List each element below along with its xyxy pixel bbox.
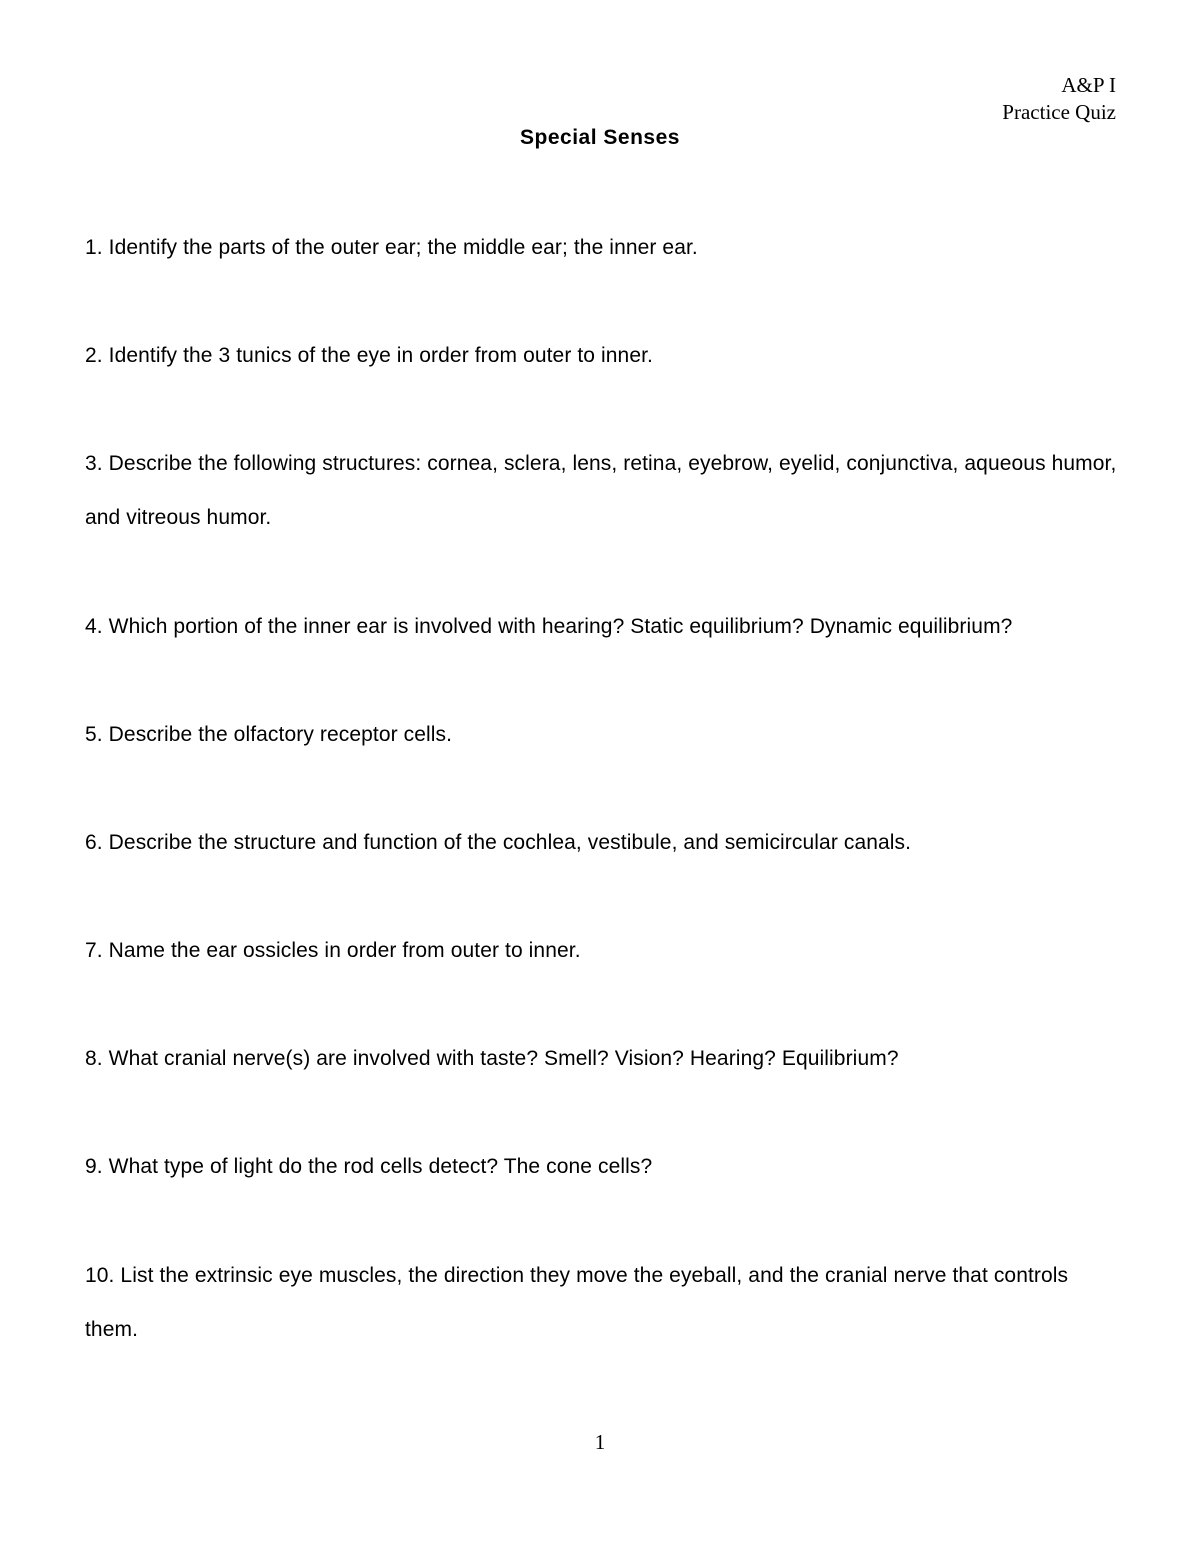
- question-9: 9. What type of light do the rod cells detect? The cone cells?: [85, 1155, 653, 1178]
- page-title: Special Senses: [520, 126, 680, 149]
- course-name: A&P I: [1061, 73, 1116, 97]
- header-block: [1002, 72, 1116, 126]
- question-8: 8. What cranial nerve(s) are involved with taste? Smell? Vision? Hearing? Equilibrium?: [85, 1047, 899, 1070]
- question-1: 1. Identify the parts of the outer ear; the middle ear; the inner ear.: [85, 236, 698, 259]
- document-type: Practice Quiz: [1002, 100, 1116, 124]
- question-2: 2. Identify the 3 tunics of the eye in order from outer to inner.: [85, 344, 653, 367]
- question-6: 6. Describe the structure and function of the cochlea, vestibule, and semicircular canals.: [85, 831, 912, 854]
- question-3: 3. Describe the following structures: cornea, sclera, lens, retina, eyebrow, eyelid, conjunctiva, aqueous humor, and vitreous humor.: [85, 452, 1117, 529]
- question-7: 7. Name the ear ossicles in order from outer to inner.: [85, 939, 581, 962]
- question-10: 10. List the extrinsic eye muscles, the direction they move the eyeball, and the cranial nerve that controls them.: [85, 1264, 1069, 1341]
- question-5: 5. Describe the olfactory receptor cells.: [85, 723, 453, 746]
- page-number: 1: [594, 1430, 606, 1454]
- question-4: 4. Which portion of the inner ear is involved with hearing? Static equilibrium? Dynamic equilibrium?: [85, 615, 1013, 638]
